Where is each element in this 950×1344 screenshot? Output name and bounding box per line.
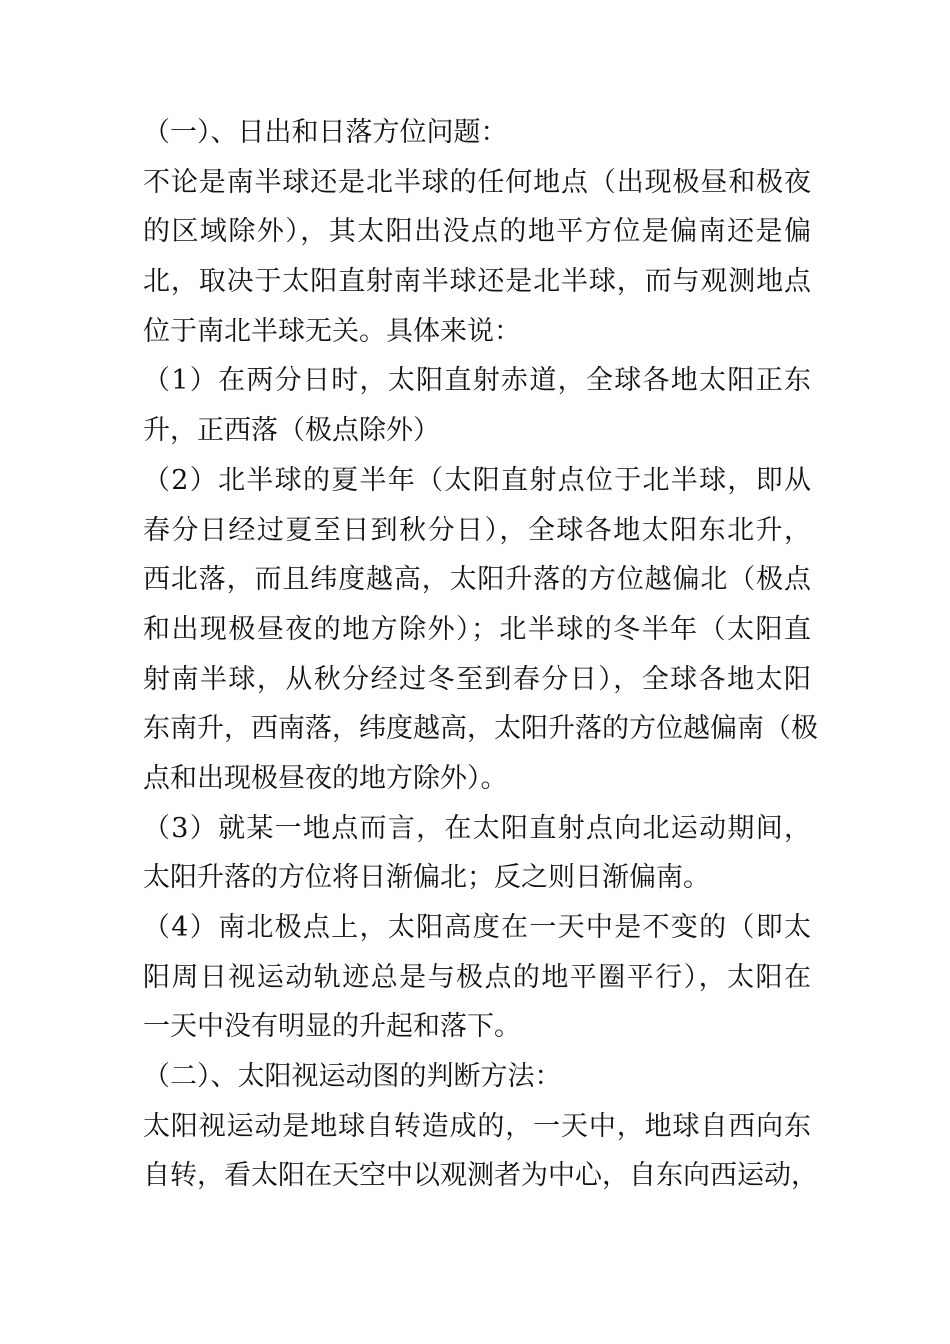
list-item-2-line: 射南半球，从秋分经过冬至到春分日），全球各地太阳 xyxy=(143,663,811,695)
list-item-3-line: 太阳升落的方位将日渐偏北；反之则日渐偏南。 xyxy=(143,862,710,894)
paragraph-line: 太阳视运动是地球自转造成的，一天中，地球自西向东 xyxy=(143,1110,811,1142)
list-item-3-line: （3）就某一地点而言，在太阳直射点向北运动期间， xyxy=(143,812,811,844)
list-item-4-line: 阳周日视运动轨迹总是与极点的地平圈平行），太阳在 xyxy=(143,961,811,993)
list-item-2-line: （2）北半球的夏半年（太阳直射点位于北半球，即从 xyxy=(143,464,811,496)
paragraph-line: 的区域除外），其太阳出没点的地平方位是偏南还是偏 xyxy=(143,216,811,248)
document-body xyxy=(143,108,818,1201)
paragraph-line: 不论是南半球还是北半球的任何地点（出现极昼和极夜 xyxy=(143,166,811,198)
list-item-4-line: 一天中没有明显的升起和落下。 xyxy=(143,1011,521,1043)
paragraph-line: 北，取决于太阳直射南半球还是北半球，而与观测地点 xyxy=(143,266,811,298)
list-item-1-line: （1）在两分日时，太阳直射赤道，全球各地太阳正东 xyxy=(143,365,811,397)
paragraph-line: 自转，看太阳在天空中以观测者为中心，自东向西运动， xyxy=(143,1160,818,1192)
list-item-1-line: 升，正西落（极点除外） xyxy=(143,415,440,447)
section-heading-1: （一）、日出和日落方位问题： xyxy=(143,117,508,148)
list-item-4-line: （4）南北极点上，太阳高度在一天中是不变的（即太 xyxy=(143,912,811,943)
list-item-2-line: 西北落，而且纬度越高，太阳升落的方位越偏北（极点 xyxy=(143,564,811,596)
list-item-2-line: 东南升，西南落，纬度越高，太阳升落的方位越偏南（极 xyxy=(143,713,818,745)
list-item-2-line: 点和出现极昼夜的地方除外）。 xyxy=(143,762,508,794)
paragraph-line: 位于南北半球无关。具体来说： xyxy=(143,315,521,347)
list-item-2-line: 春分日经过夏至日到秋分日），全球各地太阳东北升， xyxy=(143,514,811,546)
list-item-2-line: 和出现极昼夜的地方除外）；北半球的冬半年（太阳直 xyxy=(143,613,811,645)
section-heading-2: （二）、太阳视运动图的判断方法： xyxy=(143,1061,562,1093)
